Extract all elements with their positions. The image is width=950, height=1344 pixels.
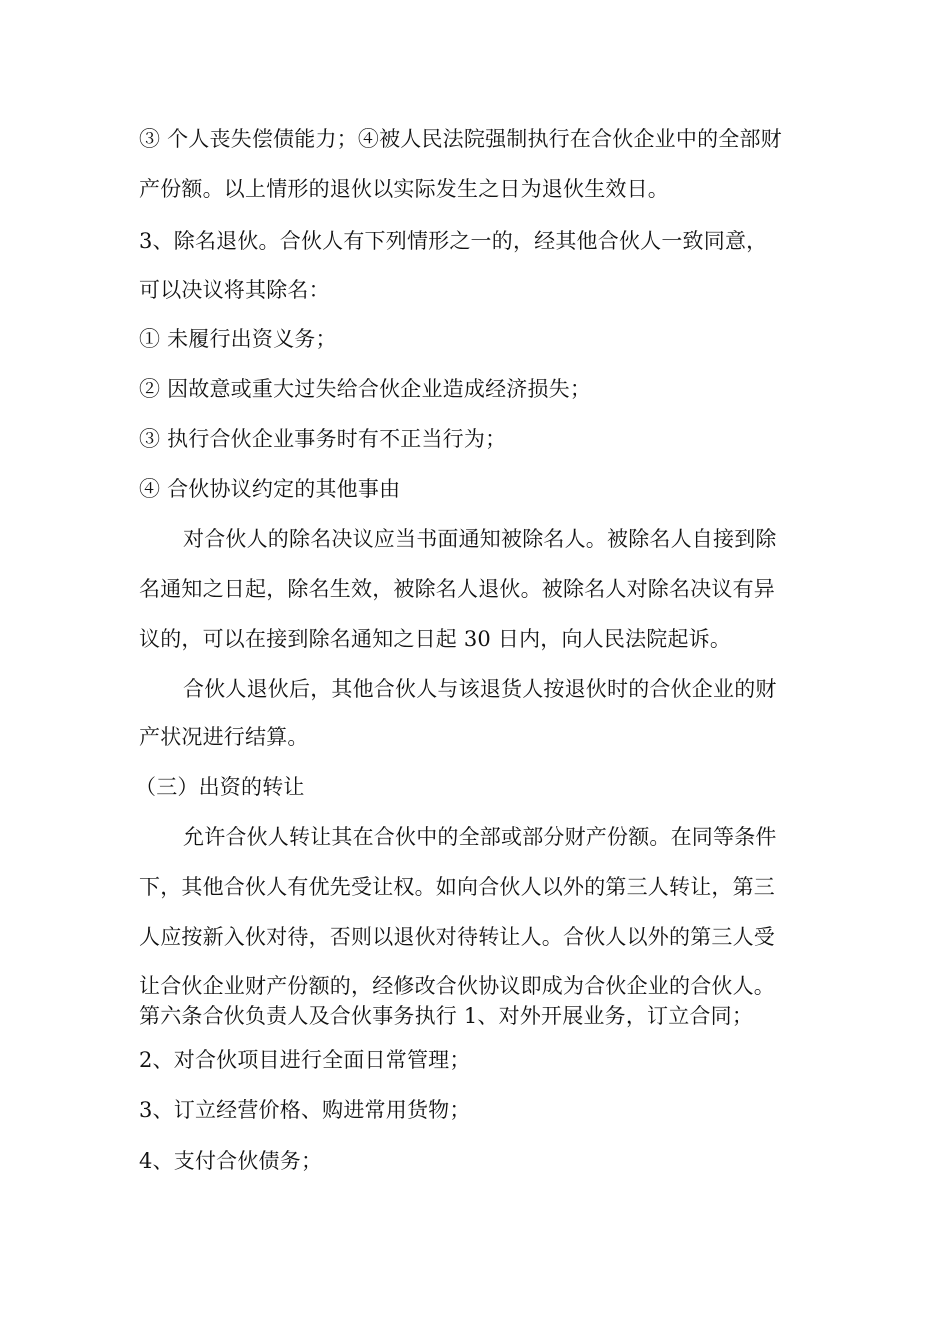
text-line: 产状况进行结算。: [139, 725, 309, 749]
text-line: 3、除名退伙。合伙人有下列情形之一的，经其他合伙人一致同意，: [139, 229, 768, 253]
section-heading: （三）出资的转让: [135, 775, 305, 799]
paragraph-first-line: 允许合伙人转让其在合伙中的全部或部分财产份额。在同等条件: [183, 825, 777, 849]
list-item: ③ 执行合伙企业事务时有不正当行为；: [139, 427, 507, 451]
list-item: ① 未履行出资义务；: [139, 327, 337, 351]
text-line: 名通知之日起，除名生效，被除名人退伙。被除名人对除名决议有异: [139, 577, 775, 601]
text-line: 第六条合伙负责人及合伙事务执行 1、对外开展业务，订立合同；: [139, 1004, 754, 1028]
text-line: 议的，可以在接到除名通知之日起 30 日内，向人民法院起诉。: [139, 627, 732, 651]
text-line: 人应按新入伙对待，否则以退伙对待转让人。合伙人以外的第三人受: [139, 925, 775, 949]
list-item: 4、支付合伙债务；: [139, 1149, 323, 1173]
list-item: 3、订立经营价格、购进常用货物；: [139, 1098, 471, 1122]
text-line: ③ 个人丧失偿债能力；④被人民法院强制执行在合伙企业中的全部财: [139, 127, 782, 151]
text-line: 让合伙企业财产份额的，经修改合伙协议即成为合伙企业的合伙人。: [139, 974, 775, 998]
text-line: 下，其他合伙人有优先受让权。如向合伙人以外的第三人转让，第三: [139, 875, 775, 899]
paragraph-first-line: 对合伙人的除名决议应当书面通知被除名人。被除名人自接到除: [183, 527, 777, 551]
list-item: ④ 合伙协议约定的其他事由: [139, 477, 401, 501]
list-item: ② 因故意或重大过失给合伙企业造成经济损失；: [139, 377, 592, 401]
text-line: 产份额。以上情形的退伙以实际发生之日为退伙生效日。: [139, 177, 669, 201]
paragraph-first-line: 合伙人退伙后，其他合伙人与该退货人按退伙时的合伙企业的财: [183, 677, 777, 701]
text-line: 可以决议将其除名：: [139, 278, 330, 302]
list-item: 2、对合伙项目进行全面日常管理；: [139, 1048, 471, 1072]
